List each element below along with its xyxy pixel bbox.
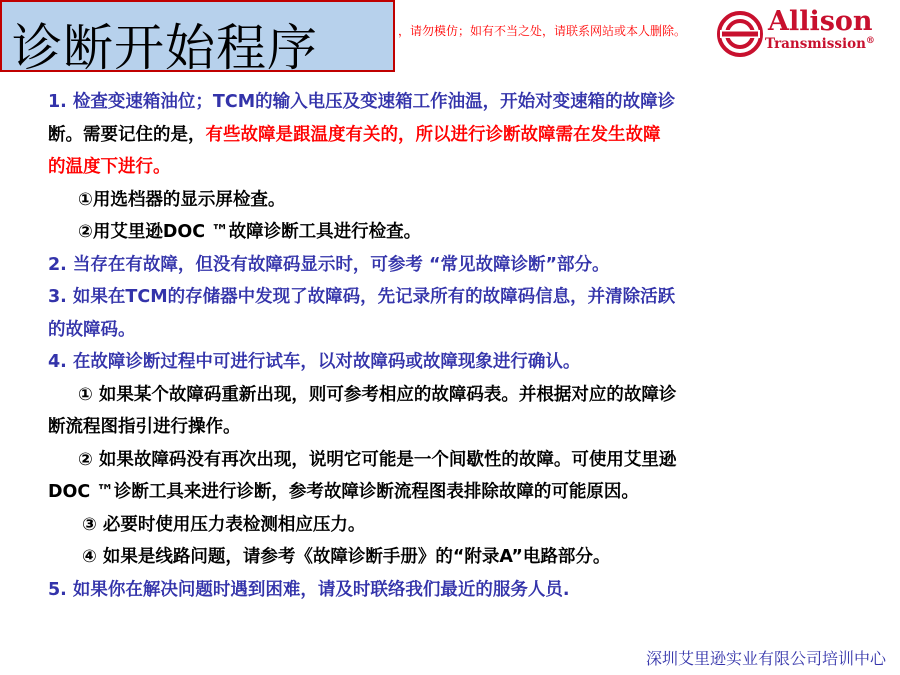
step-4: 4. 在故障诊断过程中可进行试车，以对故障码或故障现象进行确认。 <box>48 352 581 372</box>
logo-word-allison: Allison <box>768 6 873 37</box>
allison-emblem-icon <box>716 10 764 58</box>
substep-1-2: ②用艾里逊DOC ™故障诊断工具进行检查。 <box>78 222 422 242</box>
step-1-warning: 有些故障是跟温度有关的，所以进行诊断故障需在发生故障 <box>205 124 661 145</box>
substep-4-1-line-1: ① 如果某个故障码重新出现，则可参考相应的故障码表。并根据对应的故障诊 <box>78 384 677 405</box>
logo-word-transmission: Transmission® <box>765 36 875 52</box>
step-1-line-3: 的温度下进行。 <box>48 157 171 177</box>
substep-1-1: ①用选档器的显示屏检查。 <box>78 189 286 210</box>
substep-4-1-line-2: 断流程图指引进行操作。 <box>48 417 241 437</box>
page-title: 诊断开始程序 <box>12 19 318 77</box>
step-1-line-2 <box>48 119 878 152</box>
step-2: 2. 当存在有故障，但没有故障码显示时，可参考 “常见故障诊断”部分。 <box>48 254 610 275</box>
substep-4-2-line-1: ② 如果故障码没有再次出现，说明它可能是一个间歇性的故障。可使用艾里逊 <box>78 449 677 470</box>
footer-org: 深圳艾里逊实业有限公司培训中心 <box>645 649 886 668</box>
step-5: 5. 如果你在解决问题时遇到困难，请及时联络我们最近的服务人员. <box>48 579 570 600</box>
step-3-line-2: 的故障码。 <box>48 319 136 340</box>
step-1-line-1: 1. 检查变速箱油位；TCM的输入电压及变速箱工作油温，开始对变速箱的故障诊 <box>48 92 676 112</box>
substep-4-4: ④ 如果是线路问题，请参考《故障诊断手册》的“附录A”电路部分。 <box>82 547 611 567</box>
step-3-line-1: 3. 如果在TCM的存储器中发现了故障码，先记录所有的故障码信息，并清除活跃 <box>48 287 676 307</box>
allison-logo <box>712 6 900 64</box>
substep-4-2-line-2: DOC ™诊断工具来进行诊断，参考故障诊断流程图表排除故障的可能原因。 <box>48 482 639 502</box>
removal-notice: ，请勿模仿；如有不当之处，请联系网站或本人删除。 <box>398 24 687 38</box>
title-box <box>0 0 395 77</box>
step-1-note: 断。需要记住的是， <box>48 124 206 145</box>
diagnostic-steps <box>48 86 878 606</box>
substep-4-3: ③ 必要时使用压力表检测相应压力。 <box>82 514 366 535</box>
